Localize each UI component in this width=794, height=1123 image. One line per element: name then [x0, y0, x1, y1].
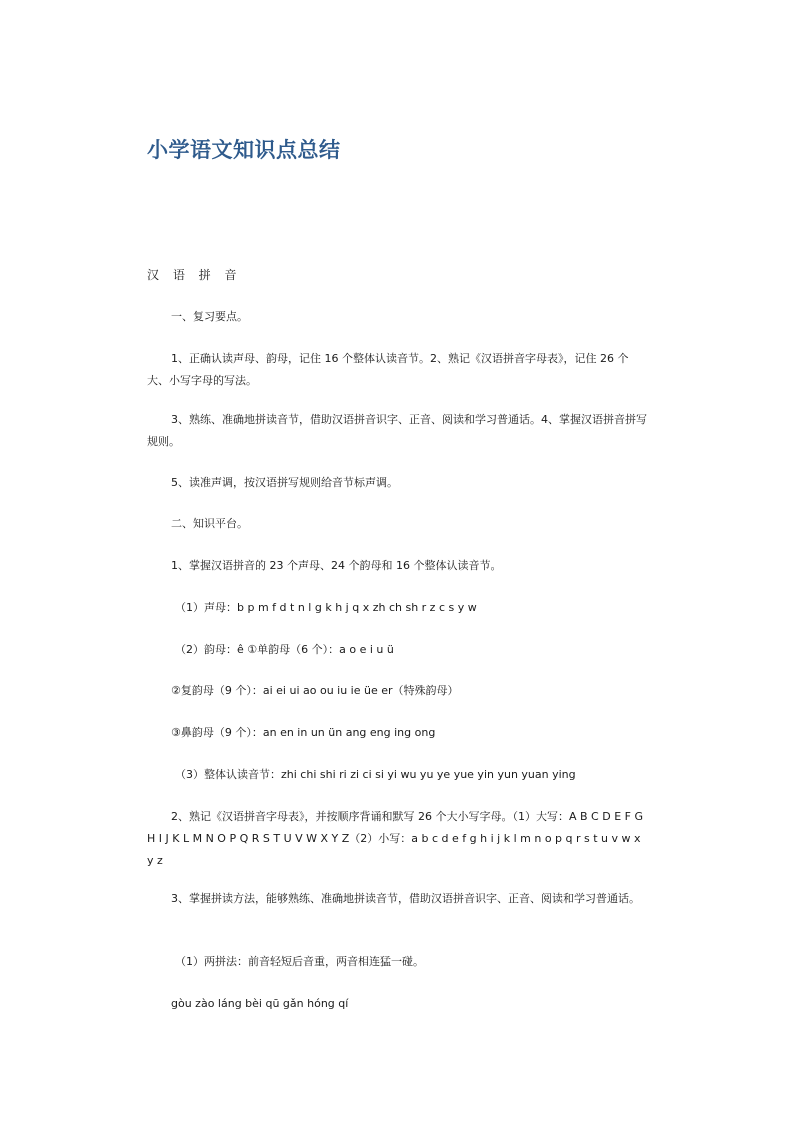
paragraph-pinyin-example: gòu zào láng bèi qū gǎn hóng qí	[171, 997, 349, 1010]
paragraph-compound-finals: ②复韵母（9 个）：ai ei ui ao ou iu ie üe er（特殊韵母）	[171, 684, 459, 697]
paragraph-review-points: 一、复习要点。	[171, 310, 248, 323]
paragraph-knowledge-1: 1、掌握汉语拼音的 23 个声母、24 个韵母和 16 个整体认读音节。	[171, 559, 502, 572]
paragraph-alphabet: 2、熟记《汉语拼音字母表》，并按顺序背诵和默写 26 个大小写字母。（1）大写：A B C D E F G H I J K L M N O P Q R S T U V W X Y Z（2）小写：a b c d e f g h i j k l m n o p q r s t u v w x y z	[147, 810, 643, 867]
paragraph-knowledge-platform: 二、知识平台。	[171, 517, 248, 530]
paragraph-whole-syllables: （3）整体认读音节：zhi chi shi ri zi ci si yi wu yu ye yue yin yun yuan ying	[175, 768, 576, 781]
paragraph-spelling-method: 3、掌握拼读方法，能够熟练、准确地拼读音节，借助汉语拼音识字、正音、阅读和学习普通话。	[171, 892, 640, 905]
paragraph-initials: （1）声母：b p m f d t n l g k h j q x zh ch sh r z c s y w	[175, 601, 477, 614]
section-heading: 汉 语 拼 音	[147, 268, 242, 282]
paragraph-review-1-2: 1、正确认读声母、韵母，记住 16 个整体认读音节。2、熟记《汉语拼音字母表》，记住 26 个大、小写字母的写法。	[147, 352, 629, 387]
page-title: 小学语文知识点总结	[147, 137, 341, 162]
paragraph-finals: （2）韵母：ê ①单韵母（6 个）：a o e i u ü	[175, 643, 394, 656]
paragraph-review-3-4: 3、熟练、准确地拼读音节，借助汉语拼音识字、正音、阅读和学习普通话。4、掌握汉语拼音拼写规则。	[147, 413, 647, 448]
paragraph-review-5: 5、读准声调，按汉语拼写规则给音节标声调。	[171, 476, 398, 489]
paragraph-two-part-spelling: （1）两拼法：前音轻短后音重，两音相连猛一碰。	[175, 955, 424, 968]
paragraph-nasal-finals: ③鼻韵母（9 个）：an en in un ün ang eng ing ong	[171, 726, 436, 739]
